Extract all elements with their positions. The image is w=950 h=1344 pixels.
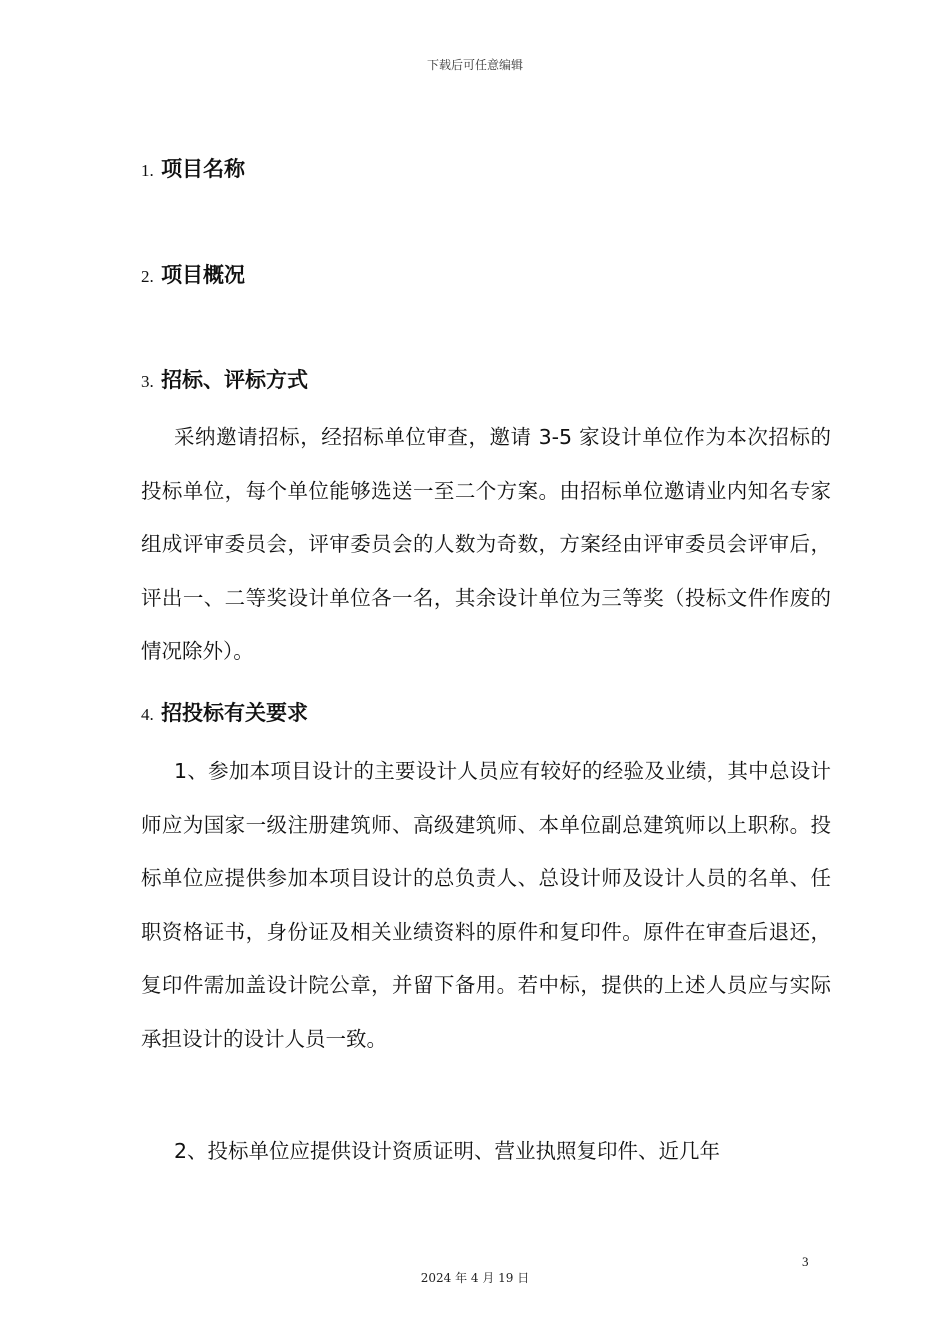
section-title: 项目概况	[161, 263, 246, 287]
section-number: 1.	[141, 161, 154, 180]
section-number: 3.	[141, 372, 154, 391]
section-title: 招投标有关要求	[161, 701, 309, 725]
footer-date: 2024 年 4 月 19 日	[420, 1271, 530, 1285]
section-heading-1	[141, 155, 245, 185]
section-heading-2	[141, 261, 245, 291]
section-heading-4	[141, 699, 308, 729]
section-title: 项目名称	[161, 157, 246, 181]
bidding-method-paragraph: 采纳邀请招标，经招标单位审查，邀请 3-5 家设计单位作为本次招标的投标单位，每个单位能够选送一至二个方案。由招标单位邀请业内知名专家组成评审委员会，评审委员会的人数为奇数，方案经由评审委员会评审后，评出一、二等奖设计单位各一名，其余设计单位为三等奖（投标文件作废的情况除外）。	[141, 425, 831, 664]
page-number: 3	[802, 1254, 809, 1269]
requirement-1-paragraph: 1、参加本项目设计的主要设计人员应有较好的经验及业绩，其中总设计师应为国家一级注册建筑师、高级建筑师、本单位副总建筑师以上职称。投标单位应提供参加本项目设计的总负责人、总设计师及设计人员的名单、任职资格证书，身份证及相关业绩资料的原件和复印件。原件在审查后退还，复印件需加盖设计院公章，并留下备用。若中标，提供的上述人员应与实际承担设计的设计人员一致。	[141, 759, 831, 1051]
requirement-2-paragraph: 2、投标单位应提供设计资质证明、营业执照复印件、近几年	[174, 1139, 721, 1163]
section-title: 招标、评标方式	[161, 368, 309, 392]
section-number: 4.	[141, 705, 154, 724]
header-note: 下载后可任意编辑	[426, 58, 523, 72]
section-heading-3	[141, 366, 308, 396]
section-number: 2.	[141, 267, 154, 286]
